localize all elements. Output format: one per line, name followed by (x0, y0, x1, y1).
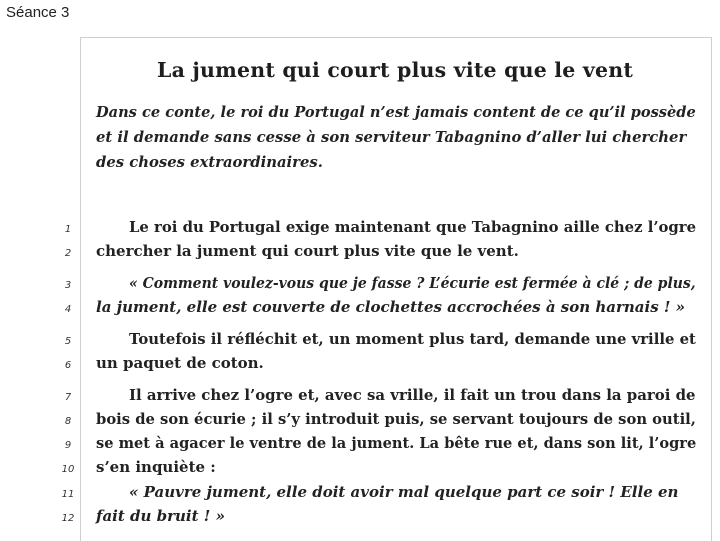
line-text: la jument, elle est couverte de clochettes accrochées à son harnais ! » (96, 298, 686, 316)
line-text: chercher la jument qui court plus vite que le vent. (96, 242, 519, 260)
line-text: fait du bruit ! » (96, 507, 225, 525)
line-number: 10 (61, 464, 75, 475)
line-text: Le roi du Portugal exige maintenant que Tabagnino aille chez l’ogre (129, 218, 697, 236)
line-number: 12 (61, 513, 75, 524)
line-number: 7 (64, 392, 72, 403)
intro-line: des choses extraordinaires. (96, 154, 323, 171)
line-text: « Pauvre jument, elle doit avoir mal quelque part ce soir ! Elle en (129, 483, 679, 501)
line-number: 8 (64, 416, 72, 427)
line-number: 11 (61, 489, 75, 500)
document-title: La jument qui court plus vite que le vent (157, 58, 633, 82)
line-text: « Comment voulez-vous que je fasse ? L’écurie est fermée à clé ; de plus, (129, 274, 696, 292)
line-text: Il arrive chez l’ogre et, avec sa vrille, il fait un trou dans la paroi de (129, 386, 696, 404)
line-text: bois de son écurie ; il s’y introduit puis, se servant toujours de son outil, (96, 410, 696, 428)
intro-line: et il demande sans cesse à son serviteur Tabagnino d’aller lui chercher (96, 129, 687, 146)
line-number: 3 (64, 280, 72, 291)
line-text: un paquet de coton. (96, 354, 264, 372)
line-number: 4 (64, 304, 72, 315)
session-title: Séance 3 (6, 4, 70, 21)
intro-line: Dans ce conte, le roi du Portugal n’est jamais content de ce qu’il possède (96, 104, 696, 121)
line-number: 6 (64, 360, 72, 371)
line-text: s’en inquiète : (96, 458, 216, 476)
line-number: 2 (64, 248, 72, 259)
line-number: 9 (64, 440, 72, 451)
line-number: 1 (64, 224, 72, 235)
line-text: se met à agacer le ventre de la jument. La bête rue et, dans son lit, l’ogre (96, 434, 697, 452)
line-number: 5 (64, 336, 72, 347)
line-text: Toutefois il réfléchit et, un moment plus tard, demande une vrille et (129, 330, 696, 348)
